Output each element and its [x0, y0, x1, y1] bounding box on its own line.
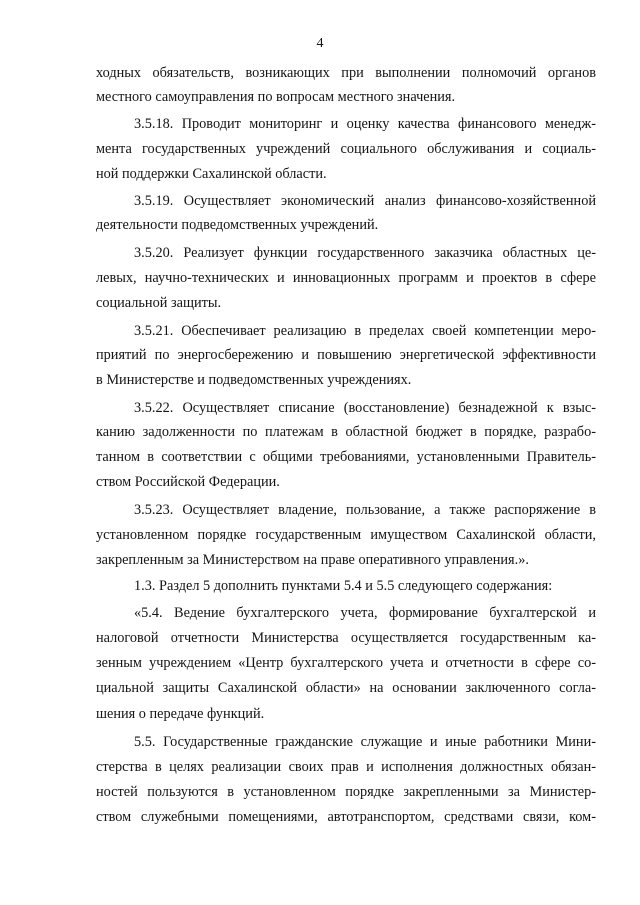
- text-line: приятий по энергосбережению и повышению энергетической эффективности: [96, 347, 596, 363]
- text-line: шения о передаче функций.: [96, 706, 265, 722]
- text-line: социальной защиты.: [96, 295, 222, 311]
- text-line: мента государственных учреждений социального обслуживания и социаль-: [96, 141, 596, 157]
- text-line: налоговой отчетности Министерства осуществляется государственным ка-: [96, 630, 596, 646]
- text-line: 3.5.20. Реализует функции государственного заказчика областных це-: [134, 245, 596, 261]
- text-line: 1.3. Раздел 5 дополнить пунктами 5.4 и 5.5 следующего содержания:: [134, 578, 553, 594]
- text-line: «5.4. Ведение бухгалтерского учета, формирование бухгалтерской и: [134, 605, 596, 621]
- text-line: ством служебными помещениями, автотранспортом, средствами связи, ком-: [96, 809, 596, 825]
- text-line: ной поддержки Сахалинской области.: [96, 166, 327, 182]
- text-line: канию задолженности по платежам в областной бюджет в порядке, разрабо-: [96, 424, 596, 440]
- text-line: 3.5.18. Проводит мониторинг и оценку качества финансового менедж-: [134, 116, 596, 132]
- text-line: 3.5.21. Обеспечивает реализацию в пределах своей компетенции меро-: [134, 323, 596, 339]
- text-line: 3.5.22. Осуществляет списание (восстановление) безнадежной к взыс-: [134, 400, 596, 416]
- text-line: зенным учреждением «Центр бухгалтерского учета и отчетности в сфере со-: [96, 655, 596, 671]
- text-line: установленном порядке государственным имуществом Сахалинской области,: [96, 527, 596, 543]
- text-line: 5.5. Государственные гражданские служащие и иные работники Мини-: [134, 734, 596, 750]
- text-line: в Министерстве и подведомственных учреждениях.: [96, 372, 412, 388]
- text-line: 3.5.23. Осуществляет владение, пользование, а также распоряжение в: [134, 502, 596, 518]
- page-number: 4: [316, 36, 324, 51]
- text-line: стерства в целях реализации своих прав и исполнения должностных обязан-: [96, 759, 596, 775]
- text-line: местного самоуправления по вопросам местного значения.: [96, 89, 456, 105]
- text-line: ством Российской Федерации.: [96, 474, 280, 490]
- text-line: ходных обязательств, возникающих при выполнении полномочий органов: [96, 65, 596, 81]
- text-line: левых, научно-технических и инновационных программ и проектов в сфере: [96, 270, 596, 286]
- text-line: деятельности подведомственных учреждений.: [96, 217, 379, 233]
- text-line: циальной защиты Сахалинской области» на основании заключенного согла-: [96, 680, 596, 696]
- text-line: 3.5.19. Осуществляет экономический анализ финансово-хозяйственной: [134, 193, 596, 209]
- text-line: закрепленным за Министерством на праве оперативного управления.».: [96, 552, 529, 568]
- text-line: ностей пользуются в установленном порядке закрепленными за Министер-: [96, 784, 596, 800]
- text-line: танном в соответствии с общими требованиями, установленными Правитель-: [96, 449, 596, 465]
